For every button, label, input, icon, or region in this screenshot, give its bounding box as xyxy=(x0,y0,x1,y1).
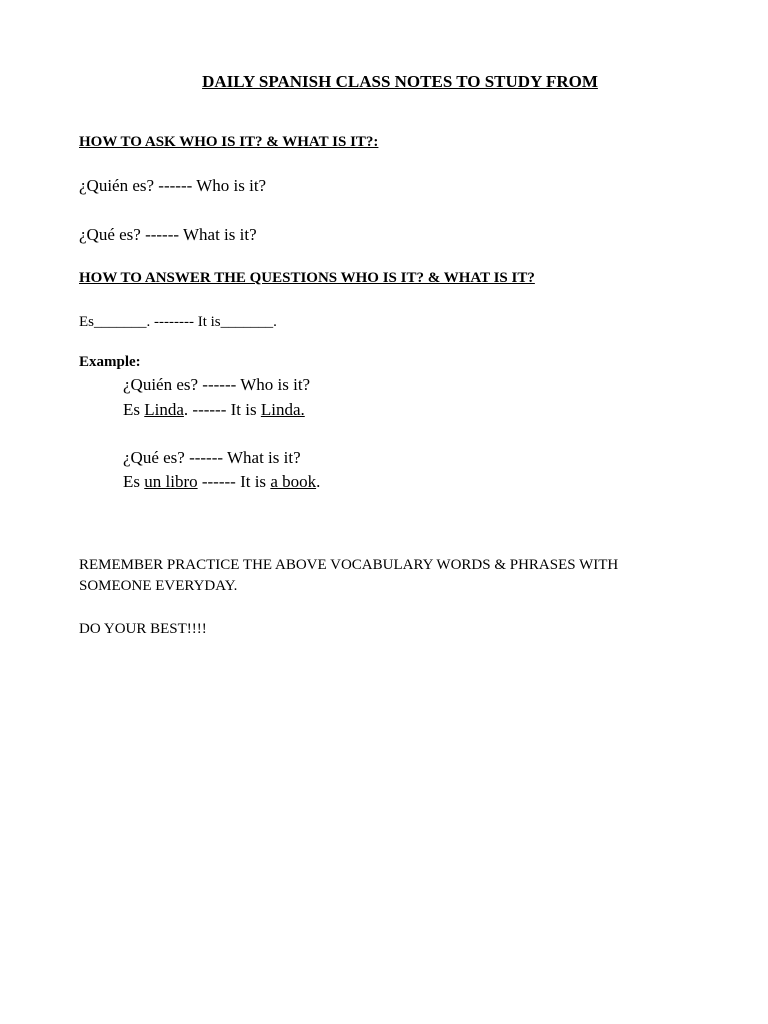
answer-en-word: Linda. xyxy=(260,400,305,419)
example-label: Example: xyxy=(79,354,141,370)
example-question-what: ¿Qué es? ------ What is it? xyxy=(123,448,301,467)
example-answer-who xyxy=(123,400,305,420)
answer-separator: ------ It is xyxy=(197,472,271,491)
answer-template: Es_______. -------- It is_______. xyxy=(79,314,277,330)
example-question-who: ¿Quién es? ------ Who is it? xyxy=(123,375,311,394)
answer-separator: . ------ It is xyxy=(183,400,261,419)
page-title: DAILY SPANISH CLASS NOTES TO STUDY FROM xyxy=(202,72,598,91)
section-heading-ask: HOW TO ASK WHO IS IT? & WHAT IS IT?: xyxy=(79,134,379,150)
answer-es-word: un libro xyxy=(144,472,198,491)
answer-es-prefix: Es xyxy=(123,400,145,419)
question-who: ¿Quién es? ------ Who is it? xyxy=(79,176,267,195)
example-answer-what xyxy=(123,472,320,492)
question-what: ¿Qué es? ------ What is it? xyxy=(79,225,257,244)
reminder-line-2: SOMEONE EVERYDAY. xyxy=(79,578,238,594)
answer-end: . xyxy=(316,472,321,491)
answer-en-word: a book xyxy=(270,472,317,491)
closing-text: DO YOUR BEST!!!! xyxy=(79,621,207,637)
answer-es-prefix: Es xyxy=(123,472,145,491)
section-heading-answer: HOW TO ANSWER THE QUESTIONS WHO IS IT? & WHAT IS IT? xyxy=(79,270,535,286)
answer-es-word: Linda xyxy=(144,400,184,419)
reminder-line-1: REMEMBER PRACTICE THE ABOVE VOCABULARY WORDS & PHRASES WITH xyxy=(79,557,619,573)
